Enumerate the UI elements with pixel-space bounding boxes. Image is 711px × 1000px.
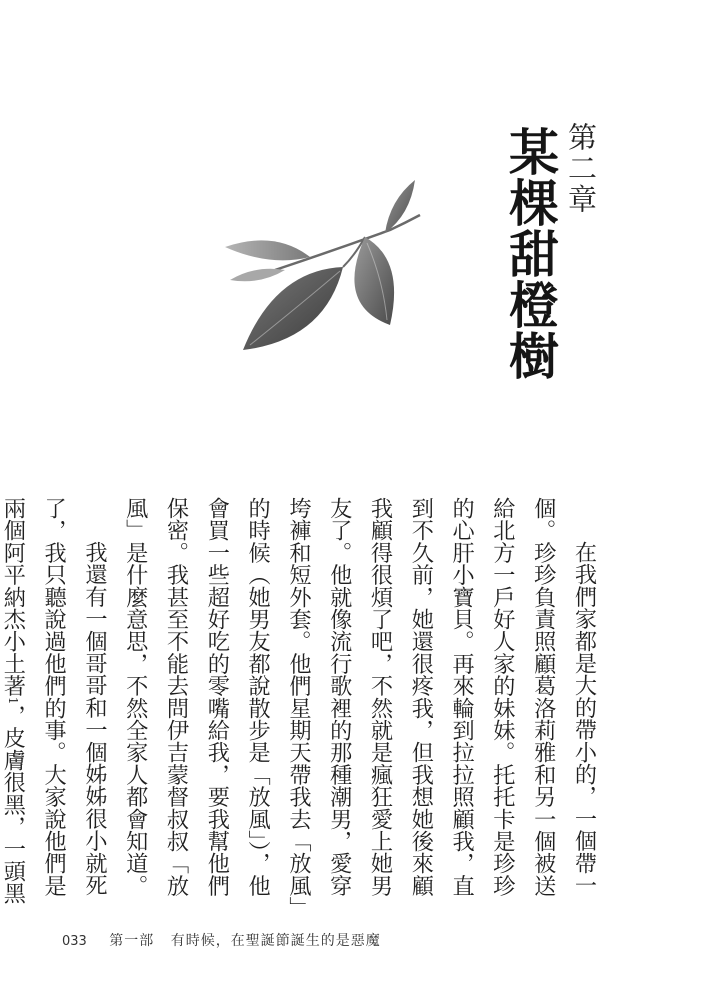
leaf: [354, 237, 394, 325]
page-footer: [62, 930, 381, 950]
body-text: [0, 497, 604, 917]
chapter-title: 某棵甜橙樹: [501, 126, 560, 381]
book-title: 有時候，在聖誕節誕生的是惡魔: [170, 933, 381, 949]
paragraph-text: 我還有一個哥哥和一個姊姊很小就死了，我只聽說過他們的事。大家說他們是兩個阿平納杰小土著: [0, 497, 108, 897]
leaf-illustration: [215, 175, 435, 365]
leaf: [230, 269, 285, 282]
paragraph: [0, 497, 114, 917]
chapter-number: 第二章: [564, 122, 598, 215]
part-label: 第一部: [109, 933, 155, 949]
paragraph-text-end: ，皮膚很黑，一頭黑: [0, 704, 26, 905]
paragraph: 在我們家都是大的帶小的，一個帶一個。珍珍負責照顧葛洛莉雅和另一個被送給北方一戶好人家的妹妹。托托卡是珍珍的心肝小寶貝。再來輪到拉拉照顧我，直到不久前，她還很疼我，但我想她後來顧我顧得很煩了吧，不然就是瘋狂愛上她男友了。他就像流行歌裡的那種潮男，愛穿垮褲和短外套。他們星期天帶我去「放風」的時候（她男友都說散步是「放風」），他會買一些超好吃的零嘴給我，要我幫他們保密。我甚至不能去問伊吉蒙督叔叔「放風」是什麼意思，不然全家人都會知道。: [122, 497, 597, 908]
leaf: [225, 240, 310, 260]
page-number: 033: [62, 934, 87, 949]
footnote-mark: 1: [5, 696, 20, 705]
